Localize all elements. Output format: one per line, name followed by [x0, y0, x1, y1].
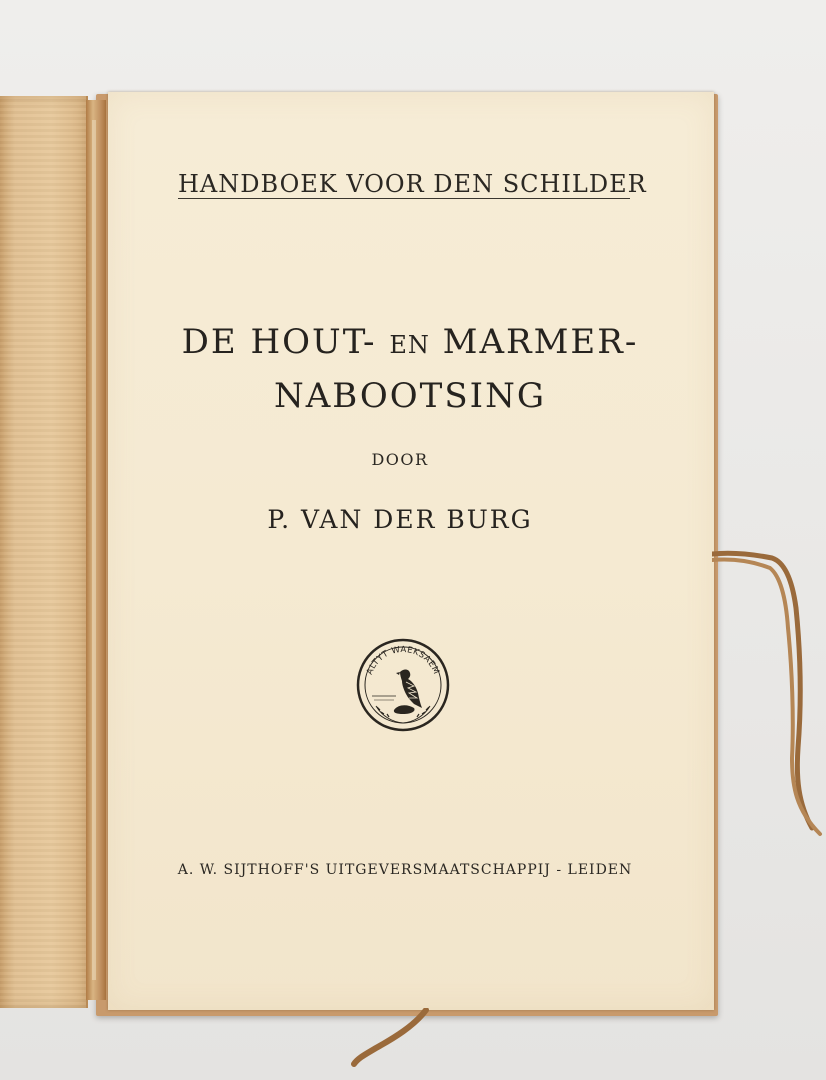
title-part-en: EN: [389, 331, 430, 359]
byline-door: DOOR: [371, 450, 429, 469]
publisher-imprint: A. W. SIJTHOFF'S UITGEVERSMAATSCHAPPIJ - LEIDEN: [177, 862, 633, 878]
series-underline: [178, 198, 630, 199]
book-title-line-1: [150, 322, 670, 362]
author-name: P. VAN DER BURG: [267, 505, 533, 534]
emblem-motto: ALTYT WAEKSAEM: [364, 644, 442, 677]
folder-spine: [86, 100, 106, 1000]
folder-left-cover: [0, 96, 88, 1008]
title-part-1: DE HOUT-: [181, 322, 377, 362]
book-title-line-2: NABOOTSING: [274, 376, 546, 416]
series-title: HANDBOEK VOOR DEN SCHILDER: [178, 170, 647, 198]
folder-tie-ribbon-right: [712, 548, 826, 838]
title-part-2: MARMER-: [442, 322, 639, 362]
eagle-printer-mark-icon: [356, 638, 450, 732]
folder-tie-ribbon-bottom: [350, 1008, 440, 1068]
